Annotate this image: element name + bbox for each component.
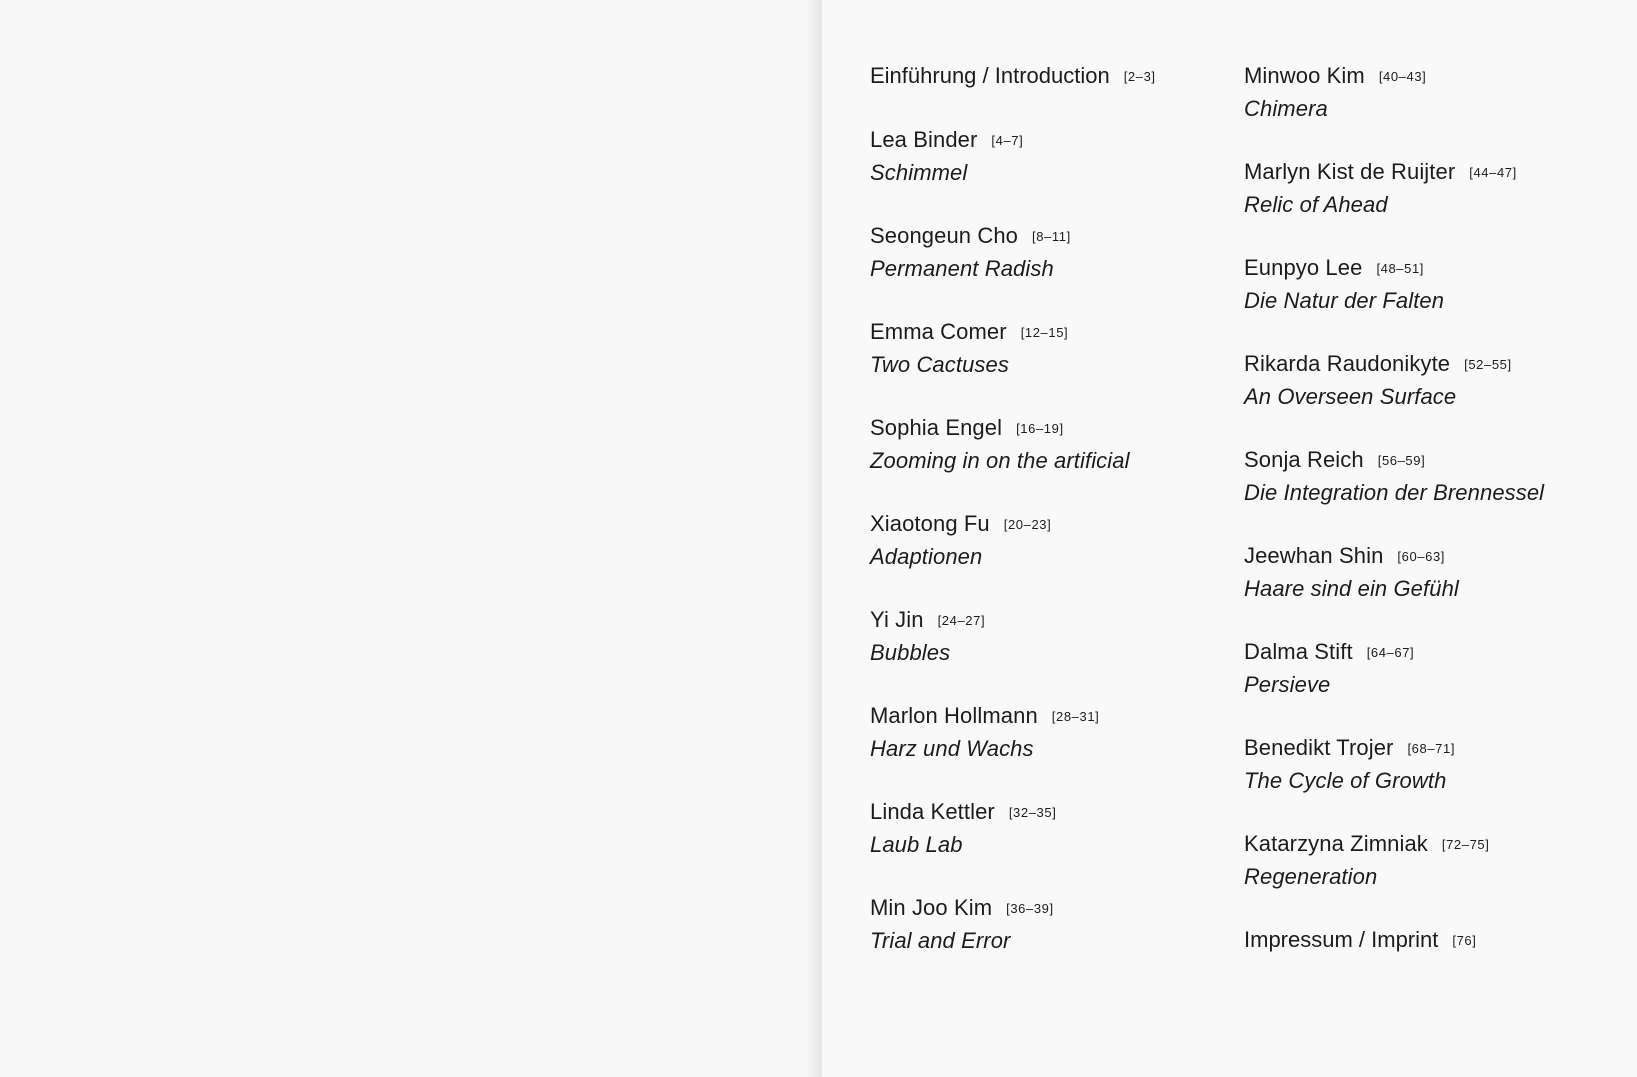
toc-entry-name: Sophia Engel — [870, 415, 1003, 440]
toc-entry-heading — [870, 124, 1230, 157]
toc-entry-name: Marlon Hollmann — [870, 703, 1038, 728]
toc-entry-heading — [870, 700, 1230, 733]
toc-entry-name: Sonja Reich — [1244, 447, 1364, 472]
toc-entry-title: Die Integration der Brennessel — [1244, 480, 1545, 505]
toc-entry — [1244, 348, 1634, 444]
toc-entry-title: The Cycle of Growth — [1244, 768, 1447, 793]
toc-entry-pages: [72–75] — [1441, 837, 1490, 852]
toc-entry-title: Zooming in on the artificial — [870, 448, 1130, 473]
toc-entry-pages: [2–3] — [1123, 69, 1156, 84]
toc-entry — [1244, 156, 1634, 252]
toc-entry-pages: [44–47] — [1469, 165, 1517, 180]
toc-entry-heading — [870, 220, 1230, 253]
toc-entry-title: Die Natur der Falten — [1244, 288, 1445, 313]
toc-entry-pages: [28–31] — [1051, 709, 1100, 724]
toc-entry-name: Lea Binder — [870, 127, 978, 152]
toc-entry-introduction — [870, 60, 1230, 124]
toc-entry-title: Adaptionen — [870, 544, 983, 569]
toc-entry-heading — [1244, 540, 1634, 573]
toc-entry-name: Eunpyo Lee — [1244, 255, 1363, 280]
toc-entry — [1244, 828, 1634, 924]
toc-entry — [1244, 732, 1634, 828]
toc-entry — [1244, 60, 1634, 156]
toc-entry-heading — [870, 796, 1230, 829]
toc-entry — [1244, 636, 1634, 732]
toc-entry-name: Rikarda Raudonikyte — [1244, 351, 1451, 376]
toc-entry-pages: [24–27] — [937, 613, 986, 628]
toc-entry-name: Min Joo Kim — [870, 895, 993, 920]
toc-entry — [1244, 444, 1634, 540]
toc-entry-title: Permanent Radish — [870, 256, 1054, 281]
toc-entry-heading — [1244, 348, 1634, 381]
toc-entry-title: Haare sind ein Gefühl — [1244, 576, 1459, 601]
toc-entry-name: Katarzyna Zimniak — [1244, 831, 1428, 856]
toc-entry-name: Impressum / Imprint — [1244, 927, 1439, 952]
toc-entry-name: Jeewhan Shin — [1244, 543, 1384, 568]
toc-entry-name: Xiaotong Fu — [870, 511, 990, 536]
toc-entry-title: Two Cactuses — [870, 352, 1009, 377]
toc-entry-pages: [20–23] — [1003, 517, 1052, 532]
toc-entry-heading — [870, 316, 1230, 349]
toc-entry-title: Laub Lab — [870, 832, 963, 857]
toc-entry-name: Minwoo Kim — [1244, 63, 1365, 88]
toc-entry-name: Marlyn Kist de Ruijter — [1244, 159, 1456, 184]
toc-entry — [870, 892, 1230, 988]
toc-entry — [870, 796, 1230, 892]
toc-entry-pages: [40–43] — [1378, 69, 1427, 84]
toc-entry-heading — [1244, 732, 1634, 765]
toc-entry-title: Bubbles — [870, 640, 951, 665]
toc-entry-title: Persieve — [1244, 672, 1331, 697]
toc-entry — [870, 604, 1230, 700]
toc-entry — [870, 412, 1230, 508]
toc-entry-heading — [870, 892, 1230, 925]
toc-entry-heading — [1244, 924, 1634, 957]
toc-entry — [870, 124, 1230, 220]
toc-entry — [870, 700, 1230, 796]
toc-entry-pages: [64–67] — [1366, 645, 1415, 660]
toc-column-2 — [1244, 60, 1634, 988]
toc-entry-heading — [1244, 252, 1634, 285]
toc-entry-title: Trial and Error — [870, 928, 1011, 953]
toc-entry-name: Linda Kettler — [870, 799, 995, 824]
toc-entry-heading — [870, 60, 1230, 93]
toc-entry-pages: [68–71] — [1407, 741, 1456, 756]
toc-entry-pages: [36–39] — [1006, 901, 1054, 916]
toc-entry-pages: [48–51] — [1376, 261, 1425, 276]
toc-entry-name: Yi Jin — [870, 607, 924, 632]
toc-entry-name: Dalma Stift — [1244, 639, 1353, 664]
toc-entry-heading — [1244, 636, 1634, 669]
toc-entry-pages: [60–63] — [1397, 549, 1445, 564]
toc-entry-pages: [12–15] — [1020, 325, 1069, 340]
toc-entry-heading — [1244, 156, 1634, 189]
toc-entry-title: Schimmel — [870, 160, 968, 185]
toc-entry-heading — [1244, 444, 1634, 477]
toc-entry-name: Benedikt Trojer — [1244, 735, 1394, 760]
toc-entry-pages: [8–11] — [1032, 229, 1071, 244]
toc-entry — [870, 220, 1230, 316]
toc-entry-pages: [56–59] — [1377, 453, 1426, 468]
toc-entry-imprint — [1244, 924, 1634, 988]
toc-entry-title: Regeneration — [1244, 864, 1378, 889]
toc-entry-heading — [1244, 828, 1634, 861]
toc-entry-pages: [4–7] — [991, 133, 1024, 148]
toc-entry-pages: [52–55] — [1464, 357, 1512, 372]
toc-entry-title: An Overseen Surface — [1244, 384, 1457, 409]
toc-entry-name: Einführung / Introduction — [870, 63, 1110, 88]
toc-entry-title: Chimera — [1244, 96, 1328, 121]
toc-entry — [1244, 252, 1634, 348]
toc-entry-pages: [76] — [1452, 933, 1477, 948]
toc-column-1 — [870, 60, 1230, 988]
toc-entry — [870, 316, 1230, 412]
toc-entry-name: Emma Comer — [870, 319, 1007, 344]
toc-entry — [870, 508, 1230, 604]
toc-entry-heading — [870, 604, 1230, 637]
toc-entry-heading — [870, 412, 1230, 445]
toc-entry-pages: [32–35] — [1008, 805, 1057, 820]
toc-entry-title: Relic of Ahead — [1244, 192, 1388, 217]
toc-entry-title: Harz und Wachs — [870, 736, 1034, 761]
toc-entry-heading — [870, 508, 1230, 541]
toc-entry-pages: [16–19] — [1016, 421, 1064, 436]
toc-entry-name: Seongeun Cho — [870, 223, 1018, 248]
book-gutter-shadow — [806, 0, 822, 1077]
toc-entry — [1244, 540, 1634, 636]
toc-entry-heading — [1244, 60, 1634, 93]
